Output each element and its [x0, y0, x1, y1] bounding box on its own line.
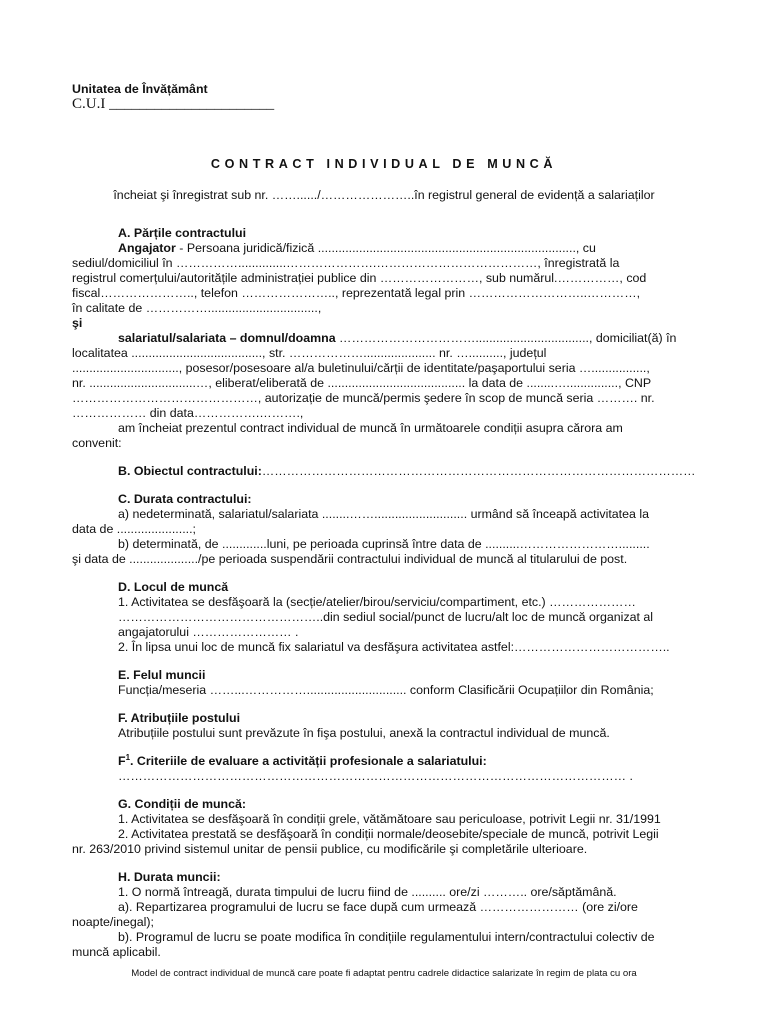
section-c-line: data de ......................; — [72, 522, 196, 536]
section-h-line: a). Repartizarea programului de lucru se face după cum urmează …………………… (ore zi/ore — [118, 900, 638, 914]
section-a-line — [118, 241, 696, 256]
section-a-line: am încheiat prezentul contract individual de muncă în următoarele condiții asupra cărora am — [118, 421, 623, 435]
document-subtitle: încheiat şi înregistrat sub nr. ……....../…………………..în registrul general de evidență a salariaților — [113, 188, 655, 202]
section-a-text: - Persoana juridică/fizică ..........................................................................., cu — [175, 241, 596, 255]
section-g-line: 1. Activitatea se desfăşoară în condiții grele, vătămătoare sau periculoase, potrivit Legii nr. 31/1991 — [118, 812, 661, 826]
section-a-text: ……………………………................................., domiciliat(ă) în — [335, 331, 677, 345]
section-f1-title: . Criteriile de evaluare a activității profesionale a salariatului: — [130, 754, 487, 768]
page-footer: Model de contract individual de muncă care poate fi adaptat pentru cadrele didactice salarizate în regim de plata cu ora — [131, 968, 637, 979]
section-h-line: b). Programul de lucru se poate modifica în condițiile regulamentului intern/contractului colectiv de — [118, 930, 655, 944]
section-a-line: convenit: — [72, 436, 122, 450]
section-h-line: noapte/inegal); — [72, 915, 154, 929]
section-h-heading: H. Durata muncii: — [118, 870, 221, 884]
section-g-line: nr. 263/2010 privind sistemul unitar de pensii publice, cu modificările şi completările ulterioare. — [72, 842, 588, 856]
section-c-line: a) nedeterminată, salariatul/salariata ........……........................... urmând să înceapă activitatea la — [118, 507, 649, 521]
cui-field: C.U.I ______________________ — [72, 96, 275, 112]
section-a-line: sediul/domiciliul în ……………..............………………….…………………………………, înregistrată la — [72, 256, 620, 270]
section-h-line: 1. O normă întreagă, durata timpului de lucru fiind de .......... ore/zi ……….. ore/săptămână. — [118, 885, 617, 899]
section-b-dots: …………………………………………………………………………………………… — [261, 464, 696, 478]
section-d-line: 2. În lipsa unui loc de muncă fix salariatul va desfăşura activitatea astfel:……………………………….. — [118, 640, 670, 654]
section-a-line: ………………………………………, autorizație de muncă/permis şedere în scop de muncă seria ………. nr. — [72, 391, 655, 405]
section-d-line: angajatorului …………………… . — [118, 625, 299, 639]
institution-label: Unitatea de Învățământ — [72, 82, 208, 96]
section-g-line: 2. Activitatea prestată se desfăşoară în condiții normale/deosebite/speciale de muncă, potrivit Legii — [118, 827, 659, 841]
section-f1-dots: …………………………………………………………………………………………………………… . — [118, 769, 633, 783]
section-b — [118, 464, 696, 479]
section-f-line: Atribuțiile postului sunt prevăzute în fişa postului, anexă la contractul individual de muncă. — [118, 726, 610, 740]
section-e-heading: E. Felul muncii — [118, 668, 206, 682]
section-a-line: ……………… din data…………….………., — [72, 406, 304, 420]
section-f1-letter: F — [118, 754, 126, 768]
section-a-line: în calitate de ……………................................, — [72, 301, 322, 315]
section-a-line: ..............................., posesor/posesoare al/a buletinului/cărții de identitate/paşaportului seria …................, — [72, 361, 650, 375]
section-b-heading: B. Obiectul contractului: — [118, 464, 262, 478]
contract-body — [72, 226, 696, 960]
section-a-line: fiscal………………….., telefon ………………….., reprezentată legal prin ………………………..…………, — [72, 286, 641, 300]
employer-label: Angajator — [118, 241, 176, 255]
and-conjunction: şi — [72, 316, 83, 330]
section-g-heading: G. Condiții de muncă: — [118, 797, 247, 811]
section-a-heading: A. Părțile contractului — [118, 226, 247, 240]
section-d-line: 1. Activitatea se desfăşoară la (secție/atelier/birou/serviciu/compartiment, etc.) ………………… — [118, 595, 636, 609]
section-a-line: nr. ...............................…, eliberat/eliberată de ........................................ la data de ........…..............., CNP — [72, 376, 652, 390]
section-h-line: muncă aplicabil. — [72, 945, 161, 959]
section-a-line: localitatea ......................................, str. ………………..................... nr. ….........., județul — [72, 346, 547, 360]
section-c-line: şi data de ..................../pe perioada suspendării contractului individual de muncă al titularului de post. — [72, 552, 628, 566]
section-f-heading: F. Atribuțiile postului — [118, 711, 241, 725]
section-c-heading: C. Durata contractului: — [118, 492, 252, 506]
section-c-line: b) determinată, de .............luni, pe perioada cuprinsă între data de ..........……………………......... — [118, 537, 650, 551]
section-d-heading: D. Locul de muncă — [118, 580, 229, 594]
section-d-line: …………………………………………..din sediul social/punct de lucru/alt loc de muncă organizat al — [118, 610, 654, 624]
section-f1-heading — [118, 754, 696, 769]
section-e-line: Funcția/meseria ……...……………............................. conform Clasificării Ocupațiilor din România; — [118, 683, 654, 697]
document-title: CONTRACT INDIVIDUAL DE MUNCĂ — [210, 157, 558, 171]
section-f1-superscript: 1 — [125, 752, 131, 762]
section-a-line: registrul comerțului/autoritățile administrației publice din ……………………, sub numărul.……………, cod — [72, 271, 647, 285]
section-a-line — [118, 331, 696, 346]
employee-label: salariatul/salariata – domnul/doamna — [118, 331, 336, 345]
